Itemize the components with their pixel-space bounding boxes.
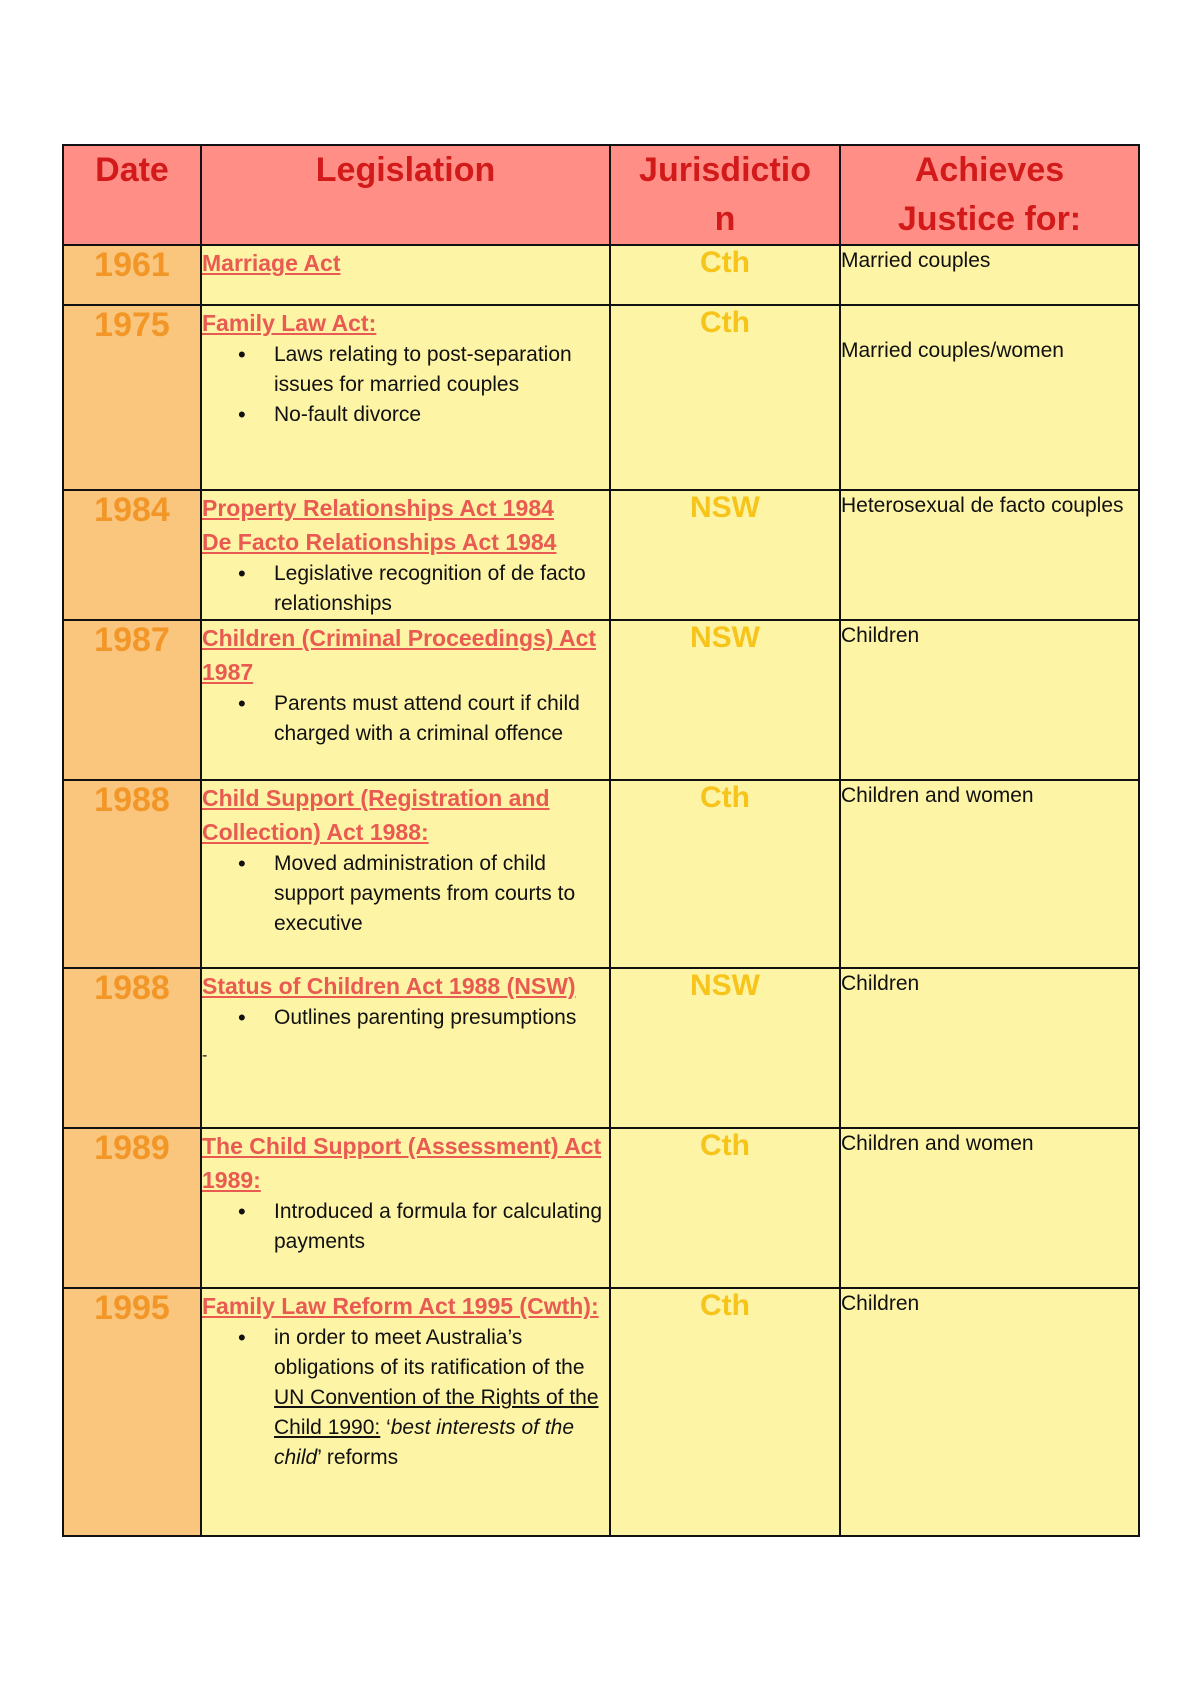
row-achieves: Married couples	[840, 245, 1139, 305]
header-jurisdiction: Jurisdiction	[610, 145, 840, 245]
bullet-item: • Outlines parenting presumptions	[274, 1003, 609, 1033]
bullet-list	[202, 340, 609, 430]
bullet-item: • Laws relating to post-separation issues for married couples	[274, 340, 609, 400]
header-achieves: Achieves Justice for:	[840, 145, 1139, 245]
row-date: 1987	[63, 620, 201, 780]
row-date: 1989	[63, 1128, 201, 1288]
row-jurisdiction: Cth	[610, 1128, 840, 1288]
table-row	[63, 1288, 1139, 1536]
row-date: 1988	[63, 780, 201, 968]
row-achieves: Children and women	[840, 1128, 1139, 1288]
row-legislation	[201, 1128, 610, 1288]
row-achieves: Married couples/women	[840, 305, 1139, 490]
row-achieves: Children	[840, 620, 1139, 780]
convention-link[interactable]: UN Convention of the Rights of the Child 1990:	[274, 1386, 599, 1439]
stray-mark: -	[202, 1047, 208, 1064]
row-legislation	[201, 305, 610, 490]
row-achieves: Children	[840, 1288, 1139, 1536]
row-legislation	[201, 968, 610, 1128]
row-legislation	[201, 245, 610, 305]
bullet-item: • Parents must attend court if child charged with a criminal offence	[274, 689, 609, 749]
bullet-list	[202, 1323, 609, 1473]
act-link[interactable]: Property Relationships Act 1984	[202, 495, 554, 521]
bullet-list	[202, 849, 609, 939]
row-jurisdiction: Cth	[610, 1288, 840, 1536]
bullet-list	[202, 1197, 609, 1257]
row-achieves: Children	[840, 968, 1139, 1128]
act-link[interactable]: Family Law Reform Act 1995 (Cwth):	[202, 1293, 599, 1319]
table-row	[63, 245, 1139, 305]
table-row	[63, 620, 1139, 780]
row-legislation	[201, 780, 610, 968]
row-jurisdiction: NSW	[610, 490, 840, 620]
bullet-item: • Moved administration of child support payments from courts to executive	[274, 849, 609, 939]
header-row	[63, 145, 1139, 245]
row-jurisdiction: Cth	[610, 305, 840, 490]
bullet-list	[202, 1003, 609, 1033]
row-legislation	[201, 620, 610, 780]
row-date: 1961	[63, 245, 201, 305]
table-row	[63, 780, 1139, 968]
row-jurisdiction: Cth	[610, 780, 840, 968]
table-row	[63, 968, 1139, 1128]
row-achieves: Heterosexual de facto couples	[840, 490, 1139, 620]
row-jurisdiction: NSW	[610, 620, 840, 780]
bullet-item: • No-fault divorce	[274, 400, 609, 430]
row-date: 1984	[63, 490, 201, 620]
row-date: 1975	[63, 305, 201, 490]
table-row	[63, 305, 1139, 490]
act-link[interactable]: Children (Criminal Proceedings) Act 1987	[202, 625, 597, 685]
row-achieves: Children and women	[840, 780, 1139, 968]
act-link[interactable]: The Child Support (Assessment) Act 1989:	[202, 1133, 602, 1193]
act-link[interactable]: De Facto Relationships Act 1984	[202, 529, 557, 555]
bullet-item: • Legislative recognition of de facto relationships	[274, 559, 609, 619]
bullet-item: • Introduced a formula for calculating payments	[274, 1197, 609, 1257]
row-legislation	[201, 490, 610, 620]
row-jurisdiction: Cth	[610, 245, 840, 305]
act-link[interactable]: Child Support (Registration and Collection) Act 1988:	[202, 785, 550, 845]
header-date: Date	[63, 145, 201, 245]
row-date: 1988	[63, 968, 201, 1128]
table-row	[63, 490, 1139, 620]
header-legislation: Legislation	[201, 145, 610, 245]
bullet-list	[202, 559, 609, 619]
legislation-timeline-table	[62, 144, 1140, 1537]
bullet-item: • in order to meet Australia’s obligations of its ratification of the UN Convention of the Rights of the Child 1990: ‘best interests of the child’ reforms	[274, 1323, 609, 1473]
act-link[interactable]: Family Law Act:	[202, 310, 377, 336]
table-row	[63, 1128, 1139, 1288]
row-jurisdiction: NSW	[610, 968, 840, 1128]
row-legislation	[201, 1288, 610, 1536]
act-link[interactable]: Status of Children Act 1988 (NSW)	[202, 973, 576, 999]
row-date: 1995	[63, 1288, 201, 1536]
bullet-list	[202, 689, 609, 749]
act-link[interactable]: Marriage Act	[202, 250, 341, 276]
